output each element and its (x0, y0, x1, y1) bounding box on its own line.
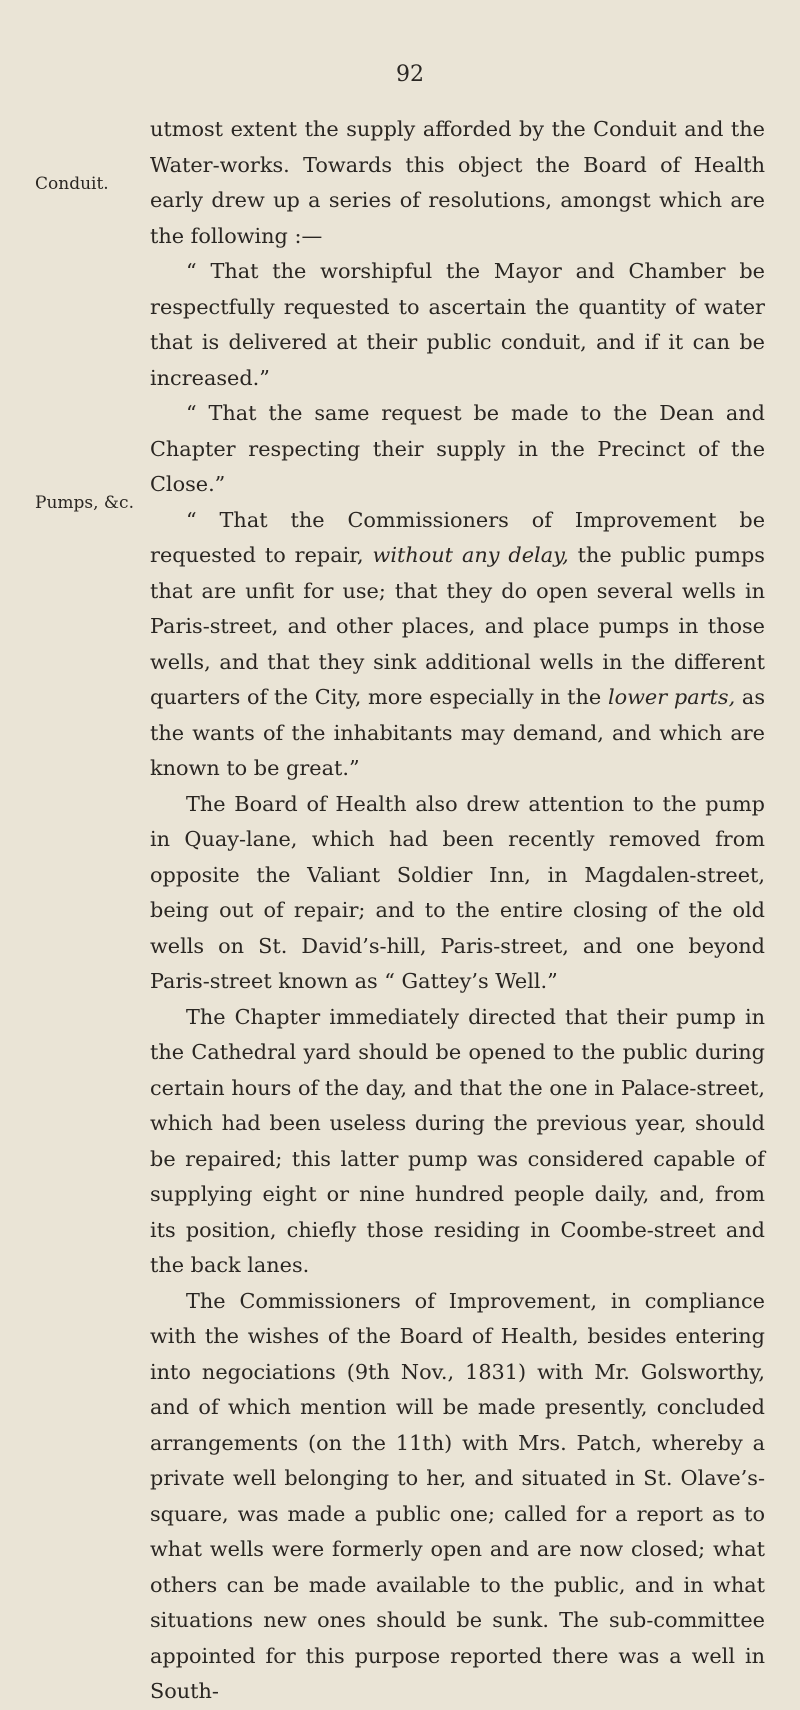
emphasis: without any delay, (372, 543, 569, 567)
page-number: 92 (396, 62, 424, 87)
paragraph: The Commissioners of Improvement, in compliance with the wishes of the Board of Health, besides entering into negociations (9th Nov., 1831) with Mr. Golsworthy, and of which mention will be made presently, concluded arrangements (on the 11th) with Mrs. Patch, whereby a private well belonging to her, and situated in St. Olave’s-square, was made a public one; called for a report as to what wells were formerly open and are now closed; what others can be made available to the public, and in what situations new ones should be sunk. The sub-committee appointed for this purpose reported there was a well in South- (150, 1288, 765, 1703)
emphasis: lower parts, (607, 685, 736, 709)
paragraph: The Board of Health also drew attention to the pump in Quay-lane, which had been recently removed from opposite the Valiant Soldier Inn, in Magdalen-street, being out of repair; and to the entire closing of the old wells on St. David’s-hill, Paris-street, and one beyond Paris-street known as “ Gattey’s Well.” (150, 791, 765, 993)
text-run: “ That the Commissioners of Improvement be requested to repair, (150, 507, 765, 567)
paragraph: “ That the worshipful the Mayor and Chamber be respectfully requested to ascertain the quantity of water that is delivered at their public conduit, and if it can be increased.” (150, 259, 765, 390)
paragraph: “ That the same request be made to the Dean and Chapter respecting their supply in the Precinct of the Close.” (150, 401, 765, 496)
text-run: as the wants of the inhabitants may demand, and which are known to be great.” (150, 685, 765, 780)
body-text (150, 112, 765, 1710)
paragraph: The Chapter immediately directed that their pump in the Cathedral yard should be opened to the public during certain hours of the day, and that the one in Palace-street, which had been useless during the previous year, should be repaired; this latter pump was considered capable of supplying eight or nine hundred people daily, and, from its position, chiefly those residing in Coombe-street and the back lanes. (150, 1004, 765, 1277)
text-run: the public pumps that are unfit for use; that they do open several wells in Paris-street, and other places, and place pumps in those wells, and that they sink additional wells in the different quarters of the City, more especially in the (150, 543, 765, 709)
paragraph: utmost extent the supply afforded by the Conduit and the Water-works. Towards this object the Board of Health early drew up a series of resolutions, amongst which are the following :— (150, 117, 765, 248)
paragraph (150, 503, 765, 787)
margin-note-conduit: Conduit. (35, 174, 109, 194)
margin-note-pumps: Pumps, &c. (35, 493, 134, 513)
